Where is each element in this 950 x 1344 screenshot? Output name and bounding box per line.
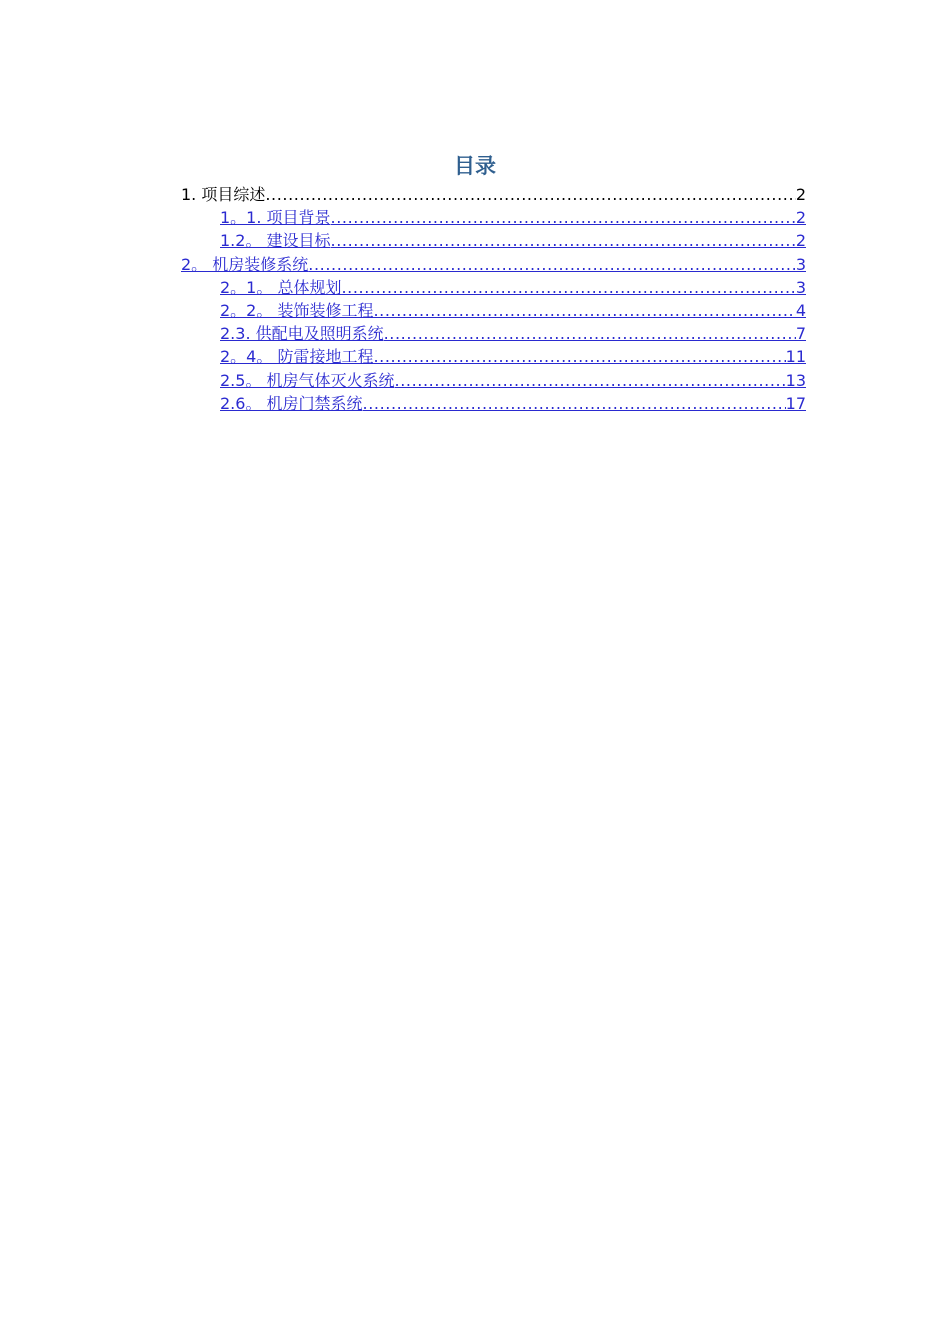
toc-entry-2-1[interactable]	[181, 276, 806, 299]
toc-leader-dots	[331, 229, 796, 252]
toc-entry-label: 2。 机房装修系统	[181, 254, 309, 274]
toc-entry-1-1[interactable]	[181, 206, 806, 229]
toc-entry-page: 3	[795, 254, 806, 274]
toc-leader-dots	[331, 206, 796, 229]
toc-entry-label: 2。2。 装饰装修工程	[220, 300, 374, 320]
toc-entry-page: 11	[785, 347, 806, 367]
toc-entry-label: 2.6。 机房门禁系统	[220, 393, 363, 413]
toc-entry-page: 13	[785, 370, 806, 390]
toc-title: 目录	[454, 154, 496, 178]
toc-entry-page: 2	[795, 185, 806, 204]
toc-entry-page: 3	[795, 277, 806, 297]
toc-entry-label: 2.3. 供配电及照明系统	[220, 324, 384, 344]
toc-entry-1	[181, 183, 806, 206]
toc-entry-label: 1. 项目综述	[181, 185, 266, 204]
toc-entry-2-2[interactable]	[181, 299, 806, 322]
toc-entry-label: 2。4。 防雷接地工程	[220, 347, 374, 367]
toc-entry-label: 1.2。 建设目标	[220, 231, 331, 251]
toc-entry-page: 17	[785, 393, 806, 413]
toc-entry-page: 2	[795, 208, 806, 228]
toc-entry-2-6[interactable]	[181, 392, 806, 415]
toc-entry-label: 1。1. 项目背景	[220, 208, 331, 228]
toc-entry-page: 4	[795, 300, 806, 320]
toc-leader-dots	[265, 183, 795, 206]
toc-leader-dots	[341, 276, 795, 299]
toc-leader-dots	[373, 299, 795, 322]
toc-entry-label: 2.5。 机房气体灭火系统	[220, 370, 395, 390]
toc-entry-page: 7	[795, 324, 806, 344]
table-of-contents	[181, 183, 806, 415]
toc-entry-1-2[interactable]	[181, 229, 806, 252]
toc-entry-2-3[interactable]	[181, 322, 806, 345]
toc-entry-label: 2。1。 总体规划	[220, 277, 342, 297]
toc-leader-dots	[308, 253, 796, 276]
toc-leader-dots	[363, 392, 786, 415]
toc-leader-dots	[384, 322, 796, 345]
toc-entry-2-5[interactable]	[181, 369, 806, 392]
toc-entry-2[interactable]	[181, 253, 806, 276]
toc-leader-dots	[395, 369, 786, 392]
toc-entry-2-4[interactable]	[181, 345, 806, 368]
toc-entry-page: 2	[795, 231, 806, 251]
toc-leader-dots	[373, 345, 785, 368]
